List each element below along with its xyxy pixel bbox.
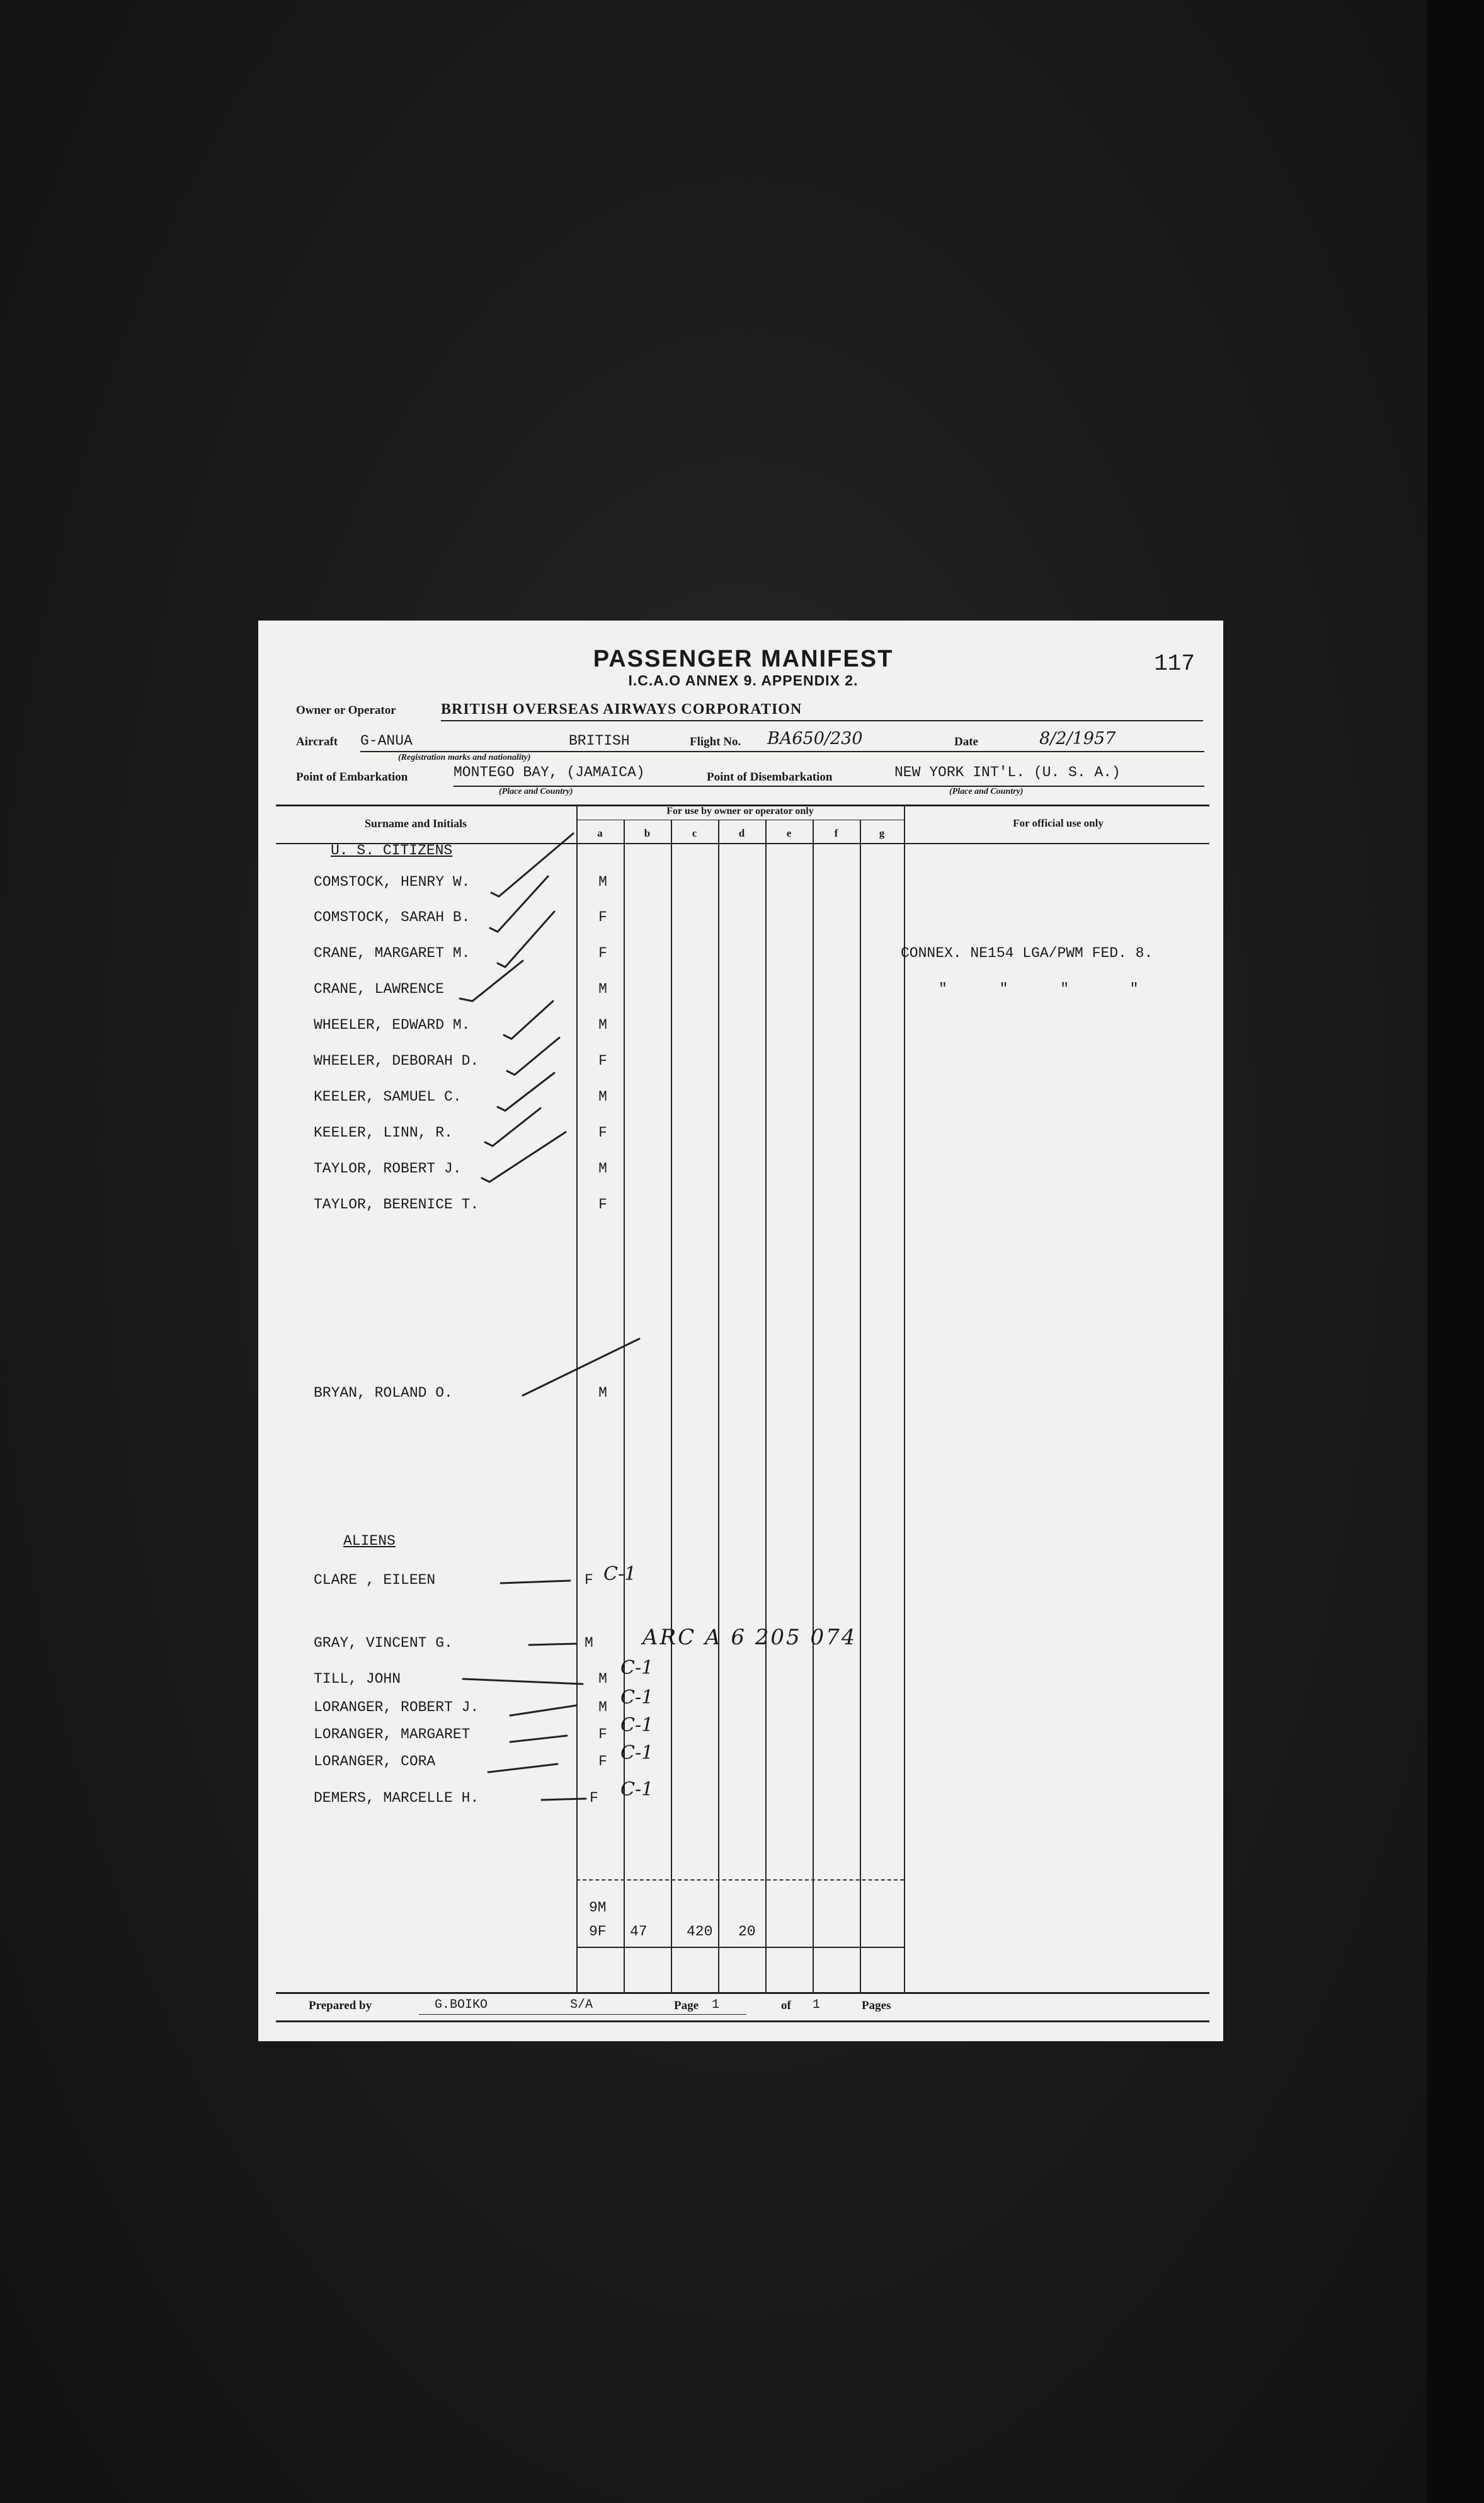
- owner-label: Owner or Operator: [296, 704, 396, 717]
- check-mark-7: [498, 1073, 554, 1111]
- passenger-row-8: KEELER, LINN, R.: [314, 1125, 453, 1141]
- check-mark-9: [482, 1132, 566, 1182]
- passenger-sex-4: M: [598, 981, 607, 997]
- pages-label: Pages: [862, 1999, 891, 2012]
- owner-value: BRITISH OVERSEAS AIRWAYS CORPORATION: [441, 701, 802, 718]
- of-value: 1: [813, 1998, 821, 2012]
- embarkation-label: Point of Embarkation: [296, 770, 408, 784]
- disembarkation-label: Point of Disembarkation: [707, 770, 833, 784]
- alien-dash-2: [529, 1644, 576, 1645]
- column-a-header: a: [597, 827, 603, 839]
- passenger-row-9: TAYLOR, ROBERT J.: [314, 1160, 462, 1177]
- passenger-sex-11: M: [598, 1385, 607, 1401]
- alien-dash-1: [501, 1581, 570, 1583]
- alien-row-1: CLARE , EILEEN: [314, 1572, 436, 1588]
- check-mark-6: [507, 1038, 559, 1075]
- alien-note-1: C-1: [603, 1563, 637, 1585]
- totals-males: 9M: [589, 1899, 607, 1916]
- alien-row-5: LORANGER, MARGARET: [314, 1726, 471, 1743]
- preparer-initial: S/A: [570, 1998, 593, 2012]
- check-mark-2: [490, 876, 548, 932]
- official-use-header: For official use only: [1013, 817, 1104, 829]
- page-number: 117: [1154, 651, 1195, 677]
- check-mark-5: [504, 1001, 553, 1039]
- aircraft-label: Aircraft: [296, 735, 338, 748]
- totals-column-b: 47: [630, 1923, 648, 1940]
- column-g-header: g: [879, 827, 885, 839]
- column-b-header: b: [644, 827, 651, 839]
- check-mark-8: [485, 1108, 540, 1146]
- passenger-sex-8: F: [598, 1125, 607, 1141]
- us-citizens-heading: U. S. CITIZENS: [331, 842, 453, 859]
- date-label: Date: [954, 735, 978, 748]
- passenger-row-10: TAYLOR, BERENICE T.: [314, 1196, 479, 1213]
- film-edge: [1427, 0, 1484, 2503]
- aircraft-value: G-ANUA: [360, 733, 413, 749]
- alien-sex-1: F: [585, 1572, 593, 1588]
- embarkation-caption: (Place and Country): [499, 787, 573, 796]
- passenger-row-6: WHEELER, DEBORAH D.: [314, 1053, 479, 1069]
- alien-row-3: TILL, JOHN: [314, 1671, 401, 1687]
- passenger-sex-6: F: [598, 1053, 607, 1069]
- alien-sex-2: M: [585, 1635, 593, 1651]
- alien-sex-5: F: [598, 1726, 607, 1743]
- official-note-1: CONNEX. NE154 LGA/PWM FED. 8.: [901, 945, 1153, 961]
- column-f-header: f: [834, 827, 838, 839]
- disembarkation-caption: (Place and Country): [949, 787, 1024, 796]
- totals-females: 9F: [589, 1923, 607, 1940]
- passenger-row-4: CRANE, LAWRENCE: [314, 981, 445, 997]
- name-column-header: Surname and Initials: [364, 817, 467, 830]
- alien-dash-7: [542, 1799, 586, 1800]
- handwritten-check-marks: [258, 621, 1223, 2041]
- alien-dash-5: [510, 1736, 567, 1742]
- aircraft-nationality: BRITISH: [569, 733, 630, 749]
- document-subtitle: I.C.A.O ANNEX 9. APPENDIX 2.: [628, 672, 859, 689]
- passenger-sex-3: F: [598, 945, 607, 961]
- owner-use-header: For use by owner or operator only: [666, 806, 814, 816]
- aliens-heading: ALIENS: [343, 1533, 396, 1549]
- passenger-sex-10: F: [598, 1196, 607, 1213]
- alien-dash-3: [463, 1679, 583, 1684]
- passenger-sex-1: M: [598, 874, 607, 890]
- passenger-sex-9: M: [598, 1160, 607, 1177]
- alien-dash-4: [510, 1705, 576, 1715]
- alien-row-2: GRAY, VINCENT G.: [314, 1635, 453, 1651]
- page-value: 1: [712, 1998, 720, 2012]
- passenger-row-3: CRANE, MARGARET M.: [314, 945, 471, 961]
- alien-row-7: DEMERS, MARCELLE H.: [314, 1790, 479, 1806]
- check-mark-10: [523, 1339, 639, 1395]
- alien-sex-4: M: [598, 1699, 607, 1715]
- flight-label: Flight No.: [690, 735, 741, 748]
- manifest-sheet: [258, 621, 1223, 2041]
- alien-note-7: C-1: [620, 1778, 654, 1801]
- passenger-sex-2: F: [598, 909, 607, 925]
- check-mark-4: [460, 961, 523, 1001]
- passenger-row-11: BRYAN, ROLAND O.: [314, 1385, 453, 1401]
- prepared-by-label: Prepared by: [309, 1999, 372, 2012]
- alien-sex-3: M: [598, 1671, 607, 1687]
- column-e-header: e: [786, 827, 792, 839]
- alien-note-4: C-1: [620, 1687, 654, 1709]
- passenger-sex-7: M: [598, 1089, 607, 1105]
- passenger-row-1: COMSTOCK, HENRY W.: [314, 874, 471, 890]
- alien-note-5: C-1: [620, 1714, 654, 1736]
- alien-sex-6: F: [598, 1753, 607, 1770]
- date-value: 8/2/1957: [1039, 729, 1116, 748]
- totals-column-d: 20: [738, 1923, 756, 1940]
- alien-sex-7: F: [590, 1790, 598, 1806]
- disembarkation-value: NEW YORK INT'L. (U. S. A.): [894, 764, 1121, 781]
- totals-column-c: 420: [687, 1923, 713, 1940]
- passenger-sex-5: M: [598, 1017, 607, 1033]
- flight-value: BA650/230: [767, 729, 863, 748]
- alien-row-4: LORANGER, ROBERT J.: [314, 1699, 479, 1715]
- official-note-2: " " " ": [939, 981, 1139, 997]
- alien-dash-6: [488, 1764, 557, 1772]
- of-label: of: [781, 1999, 791, 2012]
- column-d-header: d: [738, 827, 745, 839]
- alien-note-3: C-1: [620, 1657, 654, 1679]
- registration-caption: (Registration marks and nationality): [398, 753, 531, 762]
- document-title: PASSENGER MANIFEST: [593, 646, 894, 672]
- alien-note-2: ARC A 6 205 074: [642, 1625, 857, 1650]
- check-mark-3: [498, 912, 554, 967]
- page-label: Page: [674, 1999, 699, 2012]
- alien-note-6: C-1: [620, 1742, 654, 1764]
- embarkation-value: MONTEGO BAY, (JAMAICA): [454, 764, 645, 781]
- prepared-by-value: G.BOIKO: [435, 1998, 488, 2012]
- check-mark-1: [491, 833, 573, 896]
- passenger-row-7: KEELER, SAMUEL C.: [314, 1089, 462, 1105]
- column-c-header: c: [692, 827, 697, 839]
- alien-row-6: LORANGER, CORA: [314, 1753, 436, 1770]
- passenger-row-2: COMSTOCK, SARAH B.: [314, 909, 471, 925]
- passenger-row-5: WHEELER, EDWARD M.: [314, 1017, 471, 1033]
